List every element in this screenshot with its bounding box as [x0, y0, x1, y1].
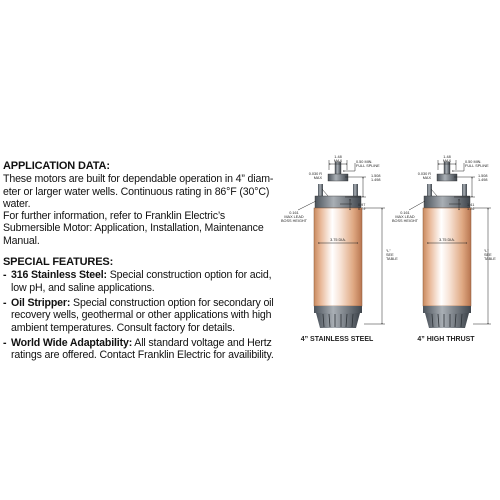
bottom-base — [425, 313, 469, 328]
dim-spline-note: FULL SPLINE — [356, 164, 380, 168]
drawing-high-thrust — [392, 155, 496, 343]
dim-diameter: 3.75 DIA. — [330, 238, 346, 242]
dim-shaft-lower: 1.498 — [371, 178, 381, 182]
dim-lead-note: MAX LEAD — [395, 215, 415, 219]
bullet-dash: - — [3, 269, 7, 282]
dim-length: “L” — [386, 249, 391, 253]
dim-radius-unit: MAX — [422, 176, 431, 180]
dim-collar-upper: 0.97 — [358, 203, 366, 207]
dim-length-note-2: TABLE — [386, 257, 398, 261]
application-paragraph-2: For further information, refer to Franklin Electric’s Submersible Motor: Application, Installation, Maintenance Manual. — [3, 210, 264, 247]
motor-body — [314, 208, 362, 306]
dim-spline: 0.50 MIN. — [356, 160, 373, 164]
dim-radius: 0.030 R — [417, 172, 431, 176]
dim-shaft-upper: 1.508 — [478, 174, 488, 178]
dim-collar-lower: 0.79 — [358, 207, 366, 211]
dim-lead: 0.161 — [289, 211, 299, 215]
motor-body — [423, 208, 471, 306]
dim-radius: 0.030 R — [308, 172, 322, 176]
dim-lead-note: MAX LEAD — [284, 215, 304, 219]
body-band — [314, 306, 362, 313]
drawing-caption: 4” HIGH THRUST — [417, 336, 475, 343]
feature-description: Special construction option for secondary oil recovery wells, geothermal or other applications with high ambient temperatures. Consult factory for details. — [11, 296, 274, 334]
application-paragraph-1: These motors are built for dependable operation in 4” diam-eter or larger water wells. Continuous rating in 86°F (30°C) water. — [3, 173, 274, 210]
bottom-base — [316, 313, 360, 328]
dim-top-unit: MAX — [442, 159, 452, 163]
body-band — [423, 306, 471, 313]
application-data-heading: APPLICATION DATA: — [3, 160, 110, 172]
shaft-collar — [437, 174, 457, 181]
top-flange — [315, 196, 361, 208]
dim-top-unit: MAX — [333, 159, 343, 163]
top-flange — [424, 196, 470, 208]
dim-length: “L” — [484, 249, 489, 253]
feature-description: All standard voltage and Hertz ratings are offered. Contact Franklin Electric for availibility. — [11, 336, 274, 362]
dim-diameter: 3.75 DIA. — [439, 238, 455, 242]
dim-lead-note-2: BOSS HEIGHT — [392, 219, 418, 223]
dim-top: 1.48 — [443, 155, 451, 159]
dim-lead: 0.161 — [400, 211, 410, 215]
dim-length-note-2: TABLE — [484, 257, 496, 261]
dim-length-note: SEE — [386, 253, 394, 257]
bullet-dash: - — [3, 296, 7, 309]
feature-description: Special construction option for acid, low pH, and saline applications. — [11, 269, 272, 294]
dim-top: 1.48 — [334, 155, 342, 159]
drawing-stainless-steel — [281, 155, 398, 343]
shaft-collar — [328, 174, 348, 181]
special-features-heading: SPECIAL FEATURES: — [3, 256, 114, 269]
dim-length-note: SEE — [484, 253, 492, 257]
feature-name: World Wide Adaptability: — [11, 336, 133, 349]
bullet-dash: - — [3, 336, 7, 349]
feature-name: 316 Stainless Steel: — [11, 269, 107, 282]
dim-shaft-upper: 1.508 — [371, 174, 381, 178]
dim-radius-unit: MAX — [313, 176, 322, 180]
dim-spline: 0.50 MIN. — [465, 160, 482, 164]
dim-collar-lower: 1.26 — [467, 207, 475, 211]
dim-collar-upper: 1.41 — [467, 203, 475, 207]
dim-spline-note: FULL SPLINE — [465, 164, 489, 168]
feature-name: Oil Stripper: — [11, 296, 71, 309]
dim-lead-note-2: BOSS HEIGHT — [281, 219, 307, 223]
dim-shaft-lower: 1.498 — [478, 178, 488, 182]
drawing-caption: 4” STAINLESS STEEL — [300, 336, 374, 343]
